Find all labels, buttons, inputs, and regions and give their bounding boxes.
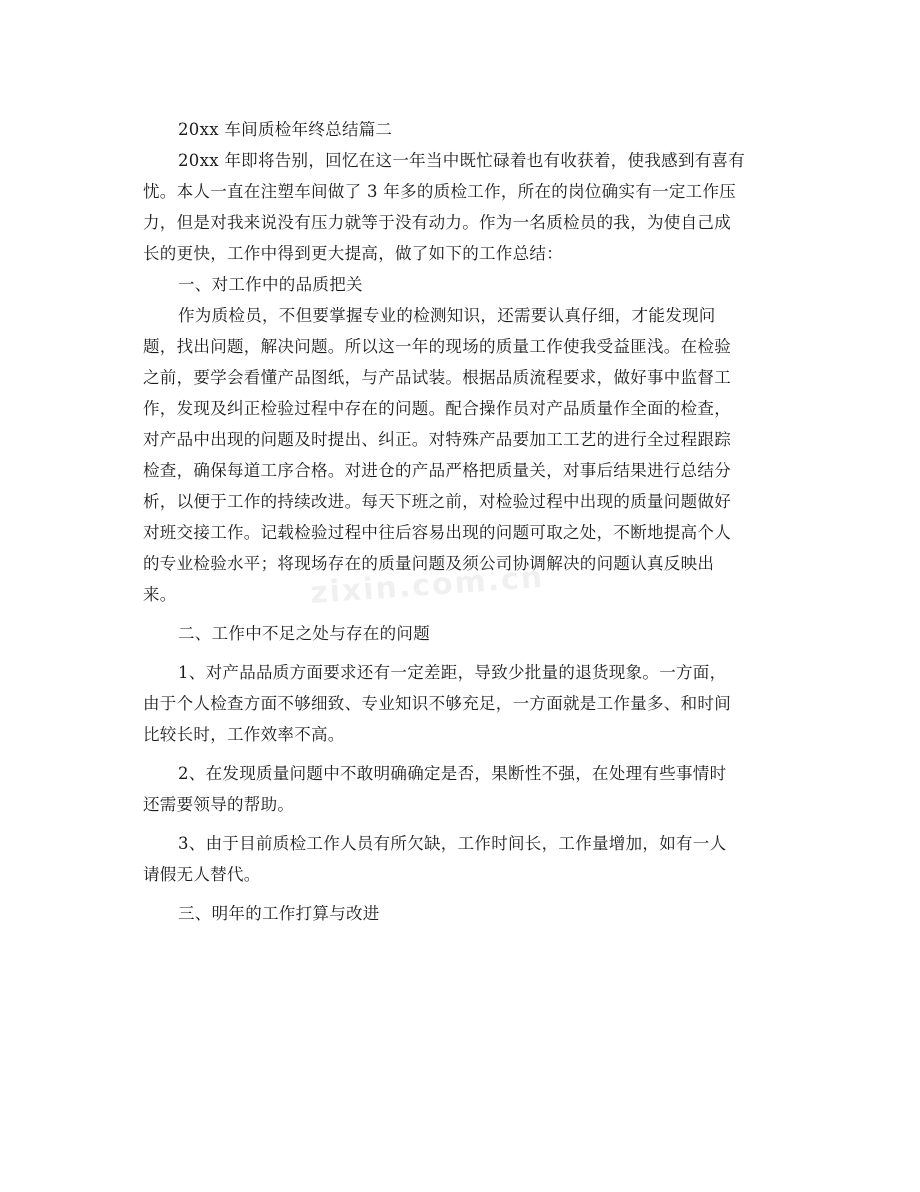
document-title: 20xx 车间质检年终总结篇二 [178,120,393,139]
section1-line: 来。 [143,585,177,604]
item2-line: 还需要领导的帮助。 [143,795,295,814]
section1-line: 析，以便于工作的持续改进。每天下班之前，对检验过程中出现的质量问题做好 [143,492,731,511]
section3-heading: 三、明年的工作打算与改进 [178,904,380,923]
watermark: zixin.com.cn [309,559,546,612]
intro-line: 忧。本人一直在注塑车间做了 3 年多的质检工作，所在的岗位确实有一定工作压 [143,182,737,201]
section1-line: 之前，要学会看懂产品图纸，与产品试装。根据品质流程要求，做好事中监督工 [143,368,731,387]
document-body [143,114,783,929]
section1-line: 作，发现及纠正检验过程中存在的问题。配合操作员对产品质量作全面的检查， [143,399,731,418]
section1-heading: 一、对工作中的品质把关 [178,275,363,294]
section1-line: 对班交接工作。记载检验过程中往后容易出现的问题可取之处，不断地提高个人 [143,523,731,542]
intro-line: 力，但是对我来说没有压力就等于没有动力。作为一名质检员的我，为使自己成 [143,213,731,232]
section2-heading: 二、工作中不足之处与存在的问题 [178,624,430,643]
item1-line: 比较长时，工作效率不高。 [143,725,345,744]
item3-line: 请假无人替代。 [143,865,261,884]
item3-line: 3、由于目前质检工作人员有所欠缺，工作时间长，工作量增加，如有一人 [178,834,727,853]
section1-line: 检查，确保每道工序合格。对进仓的产品严格把质量关，对事后结果进行总结分 [143,461,731,480]
item1-line: 由于个人检查方面不够细致、专业知识不够充足，一方面就是工作量多、和时间 [143,694,731,713]
intro-line: 长的更快，工作中得到更大提高，做了如下的工作总结： [143,244,563,263]
section1-line: 作为质检员，不但要掌握专业的检测知识，还需要认真仔细，才能发现问 [178,306,716,325]
section1-line: 的专业检验水平；将现场存在的质量问题及须公司协调解决的问题认真反映出 [143,554,715,573]
item2-line: 2、在发现质量问题中不敢明确确定是否，果断性不强，在处理有些事情时 [178,764,727,783]
section1-line: 题，找出问题，解决问题。所以这一年的现场的质量工作使我受益匪浅。在检验 [143,337,731,356]
intro-line: 20xx 年即将告别，回忆在这一年当中既忙碌着也有收获着，使我感到有喜有 [178,151,746,170]
section1-line: 对产品中出现的问题及时提出、纠正。对特殊产品要加工工艺的进行全过程跟踪 [143,430,731,449]
item1-line: 1、对产品品质方面要求还有一定差距，导致少批量的退货现象。一方面， [178,663,727,682]
